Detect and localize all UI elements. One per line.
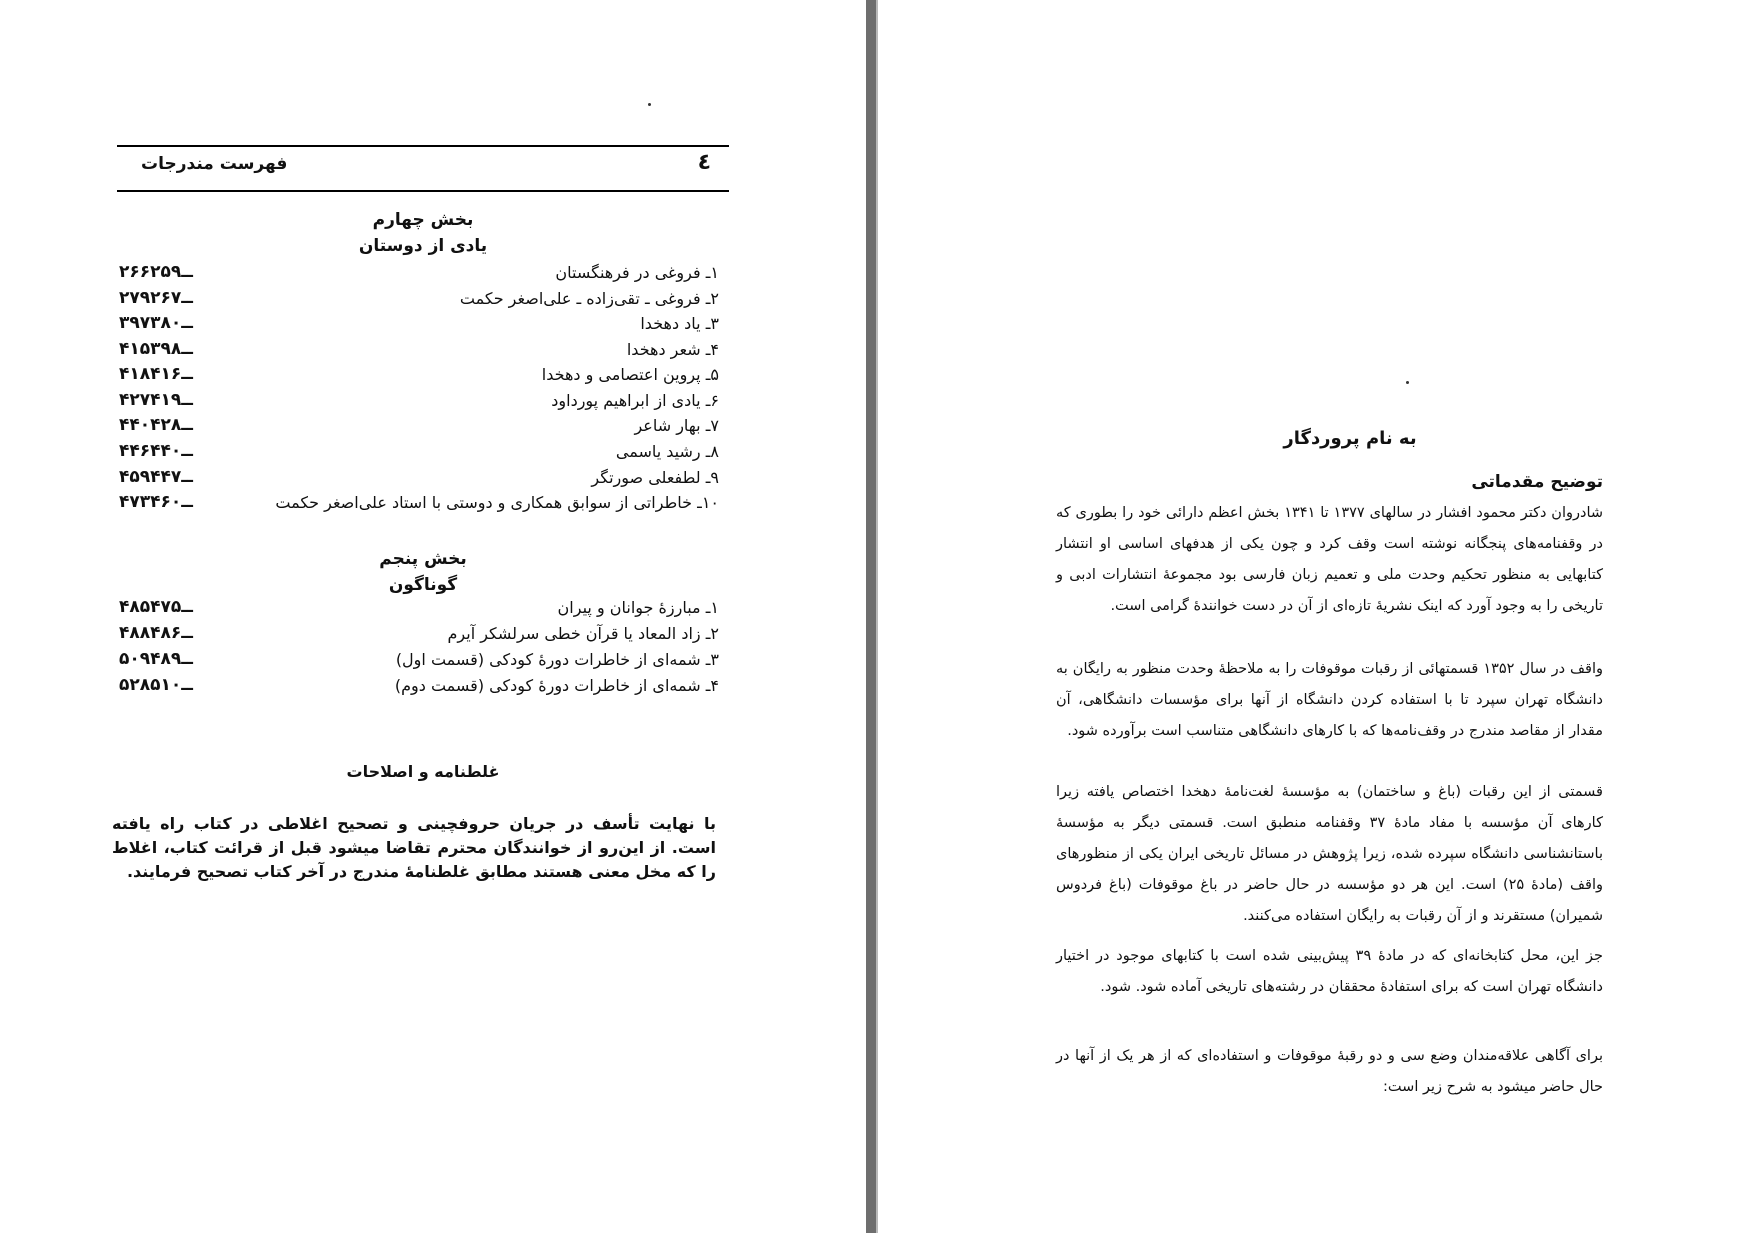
toc-entry-pages: ۵۰۹ــ۴۸۹ (119, 649, 193, 669)
toc-entry (117, 441, 729, 467)
toc-entry-title: ۱ـ فروغی در فرهنگستان (555, 263, 719, 282)
toc-entry-title: ۷ـ بهار شاعر (634, 416, 719, 435)
toc-entry-pages: ۴۱۸ــ۴۱۶ (119, 364, 193, 384)
toc-entry-pages: ۵۲۸ــ۵۱۰ (119, 675, 193, 695)
section5-heading: بخش پنجم (379, 549, 467, 569)
toc-entry (117, 339, 729, 365)
toc-entry (117, 288, 729, 314)
errata-title: غلطنامه و اصلاحات (346, 762, 500, 781)
toc-entry-title: ۸ـ رشید یاسمی (615, 442, 719, 461)
toc-entry (117, 597, 729, 623)
toc-entry-title: ۲ـ فروغی ـ تقی‌زاده ـ علی‌اصغر حکمت (459, 289, 719, 308)
toc-entry-title: ۳ـ یاد دهخدا (640, 314, 719, 333)
preface-paragraph: برای آگاهی علاقه‌مندان وضع سی و دو رقبهٔ موقوفات و استفاده‌ای که از هر یک از آنها در حال حاضر میشود به شرح زیر است: (1056, 1048, 1603, 1095)
toc-entry-pages: ۲۶۶ــ۲۵۹ (119, 262, 193, 282)
invocation-heading: به نام پروردگار (1283, 428, 1417, 449)
preface-paragraph: واقف در سال ۱۳۵۲ قسمتهائی از رقبات موقوفات را به ملاحظهٔ وحدت منظور به رایگان به دانشگاه تهران سپرد تا با استفاده کردن دانشگاه از آنها برای مؤسسات دانشگاهی، آن مقدار از مقاصد مندرج در وقف‌نامه‌ها که با کارهای دانشگاهی متناسب است برآورده شود. (1056, 661, 1603, 739)
toc-entry-title: ۹ـ لطفعلی صورتگر (591, 468, 719, 487)
toc-entry (117, 467, 729, 493)
scan-speck (648, 103, 651, 106)
toc-entry-pages: ۲۷۹ــ۲۶۷ (119, 288, 193, 308)
toc-entry (117, 492, 729, 518)
running-head-title: فهرست مندرجات (141, 154, 288, 174)
scan-speck (1406, 381, 1409, 384)
toc-entry-title: ۵ـ پروین اعتصامی و دهخدا (541, 365, 719, 384)
preface-paragraph: جز این، محل کتابخانه‌ای که در مادهٔ ۳۹ پیش‌بینی شده است با کتابهای موجود در اختیار دانشگاه تهران است که برای استفادهٔ محققان در رشته‌های تاریخی آماده شود. شود. (1056, 948, 1603, 995)
toc-entry-title: ۶ـ یادی از ابراهیم پورداود (551, 391, 719, 410)
toc-entry-pages: ۴۷۳ــ۴۶۰ (119, 492, 193, 512)
toc-entry-pages: ۴۸۸ــ۴۸۶ (119, 623, 193, 643)
toc-entry-pages: ۴۵۹ــ۴۴۷ (119, 467, 193, 487)
toc-entry-pages: ۳۹۷ــ۳۸۰ (119, 313, 193, 333)
toc-entry-pages: ۴۴۶ــ۴۴۰ (119, 441, 193, 461)
toc-entry (117, 649, 729, 675)
toc-entry-pages: ۴۴۰ــ۴۲۸ (119, 415, 193, 435)
errata-text: با نهایت تأسف در جریان حروفچینی و تصحیح اغلاطی در کتاب راه یافته است. از این‌رو از خوانندگان محترم تقاضا میشود قبل از قرائت کتاب، اغلاط را که مخل معنی هستند مطابق غلطنامهٔ مندرج در آخر کتاب تصحیح فرمایند. (112, 814, 716, 881)
toc-entry (117, 313, 729, 339)
toc-entry (117, 364, 729, 390)
page-number: ٤ (697, 150, 711, 175)
toc-entry (117, 623, 729, 649)
toc-entry (117, 675, 729, 701)
preface-title: توضیح مقدماتی (1471, 472, 1603, 492)
book-gutter (866, 0, 876, 1233)
toc-entry-title: ۱ـ مبارزهٔ جوانان و پیران (557, 598, 719, 617)
running-head (117, 148, 729, 180)
section4-subheading: یادی از دوستان (358, 236, 488, 256)
left-page (0, 0, 868, 1233)
section5-subheading: گوناگون (388, 575, 458, 595)
toc-entry-title: ۴ـ شمه‌ای از خاطرات دورهٔ کودکی (قسمت دوم) (394, 676, 719, 695)
toc-entry-pages: ۴۲۷ــ۴۱۹ (119, 390, 193, 410)
toc-entry (117, 415, 729, 441)
toc-entry (117, 390, 729, 416)
preface-paragraph: قسمتی از این رقبات (باغ و ساختمان) به مؤسسهٔ لغت‌نامهٔ دهخدا اختصاص یافته زیرا کارهای آن مؤسسه با مفاد مادهٔ ۳۷ وقفنامه منطبق است. قسمتی دیگر به مؤسسهٔ باستانشناسی دانشگاه سپرده شده، زیرا پژوهش در مسائل تاریخی ایران یکی از منظورهای واقف (مادهٔ ۲۵) است. این هر دو مؤسسه در حال حاضر در باغ موقوفات (باغ فردوس شمیران) مستقرند و از آن رقبات به رایگان استفاده می‌کنند. (1056, 784, 1604, 924)
toc-entry-pages: ۴۱۵ــ۳۹۸ (119, 339, 193, 359)
header-rule-top (117, 145, 729, 147)
toc-entry (117, 262, 729, 288)
toc-entry-title: ۴ـ شعر دهخدا (626, 340, 719, 359)
section4-heading: بخش چهارم (372, 210, 474, 230)
preface-paragraph: شادروان دکتر محمود افشار در سالهای ۱۳۷۷ تا ۱۳۴۱ بخش اعظم دارائی خود را بطوری که در وقفنامه‌های پنجگانه نوشته است وقف کرد و چون یکی از هدفهای اساسی او انتشار کتابهایی به منظور تحکیم وحدت ملی و تعمیم زبان فارسی بود مجموعهٔ انتشارات ادبی و تاریخی را به وجود آورد که اینک نشریهٔ تازه‌ای از آن در دست خوانندهٔ گرامی است. (1056, 505, 1604, 614)
toc-entry-title: ۱۰ـ خاطراتی از سوابق همکاری و دوستی با استاد علی‌اصغر حکمت (275, 493, 719, 512)
toc-entry-title: ۳ـ شمه‌ای از خاطرات دورهٔ کودکی (قسمت اول) (395, 650, 719, 669)
toc-entry-title: ۲ـ زاد المعاد یا قرآن خطی سرلشکر آیرم (447, 624, 719, 643)
header-rule-bottom (117, 190, 729, 192)
toc-entry-pages: ۴۸۵ــ۴۷۵ (119, 597, 193, 617)
